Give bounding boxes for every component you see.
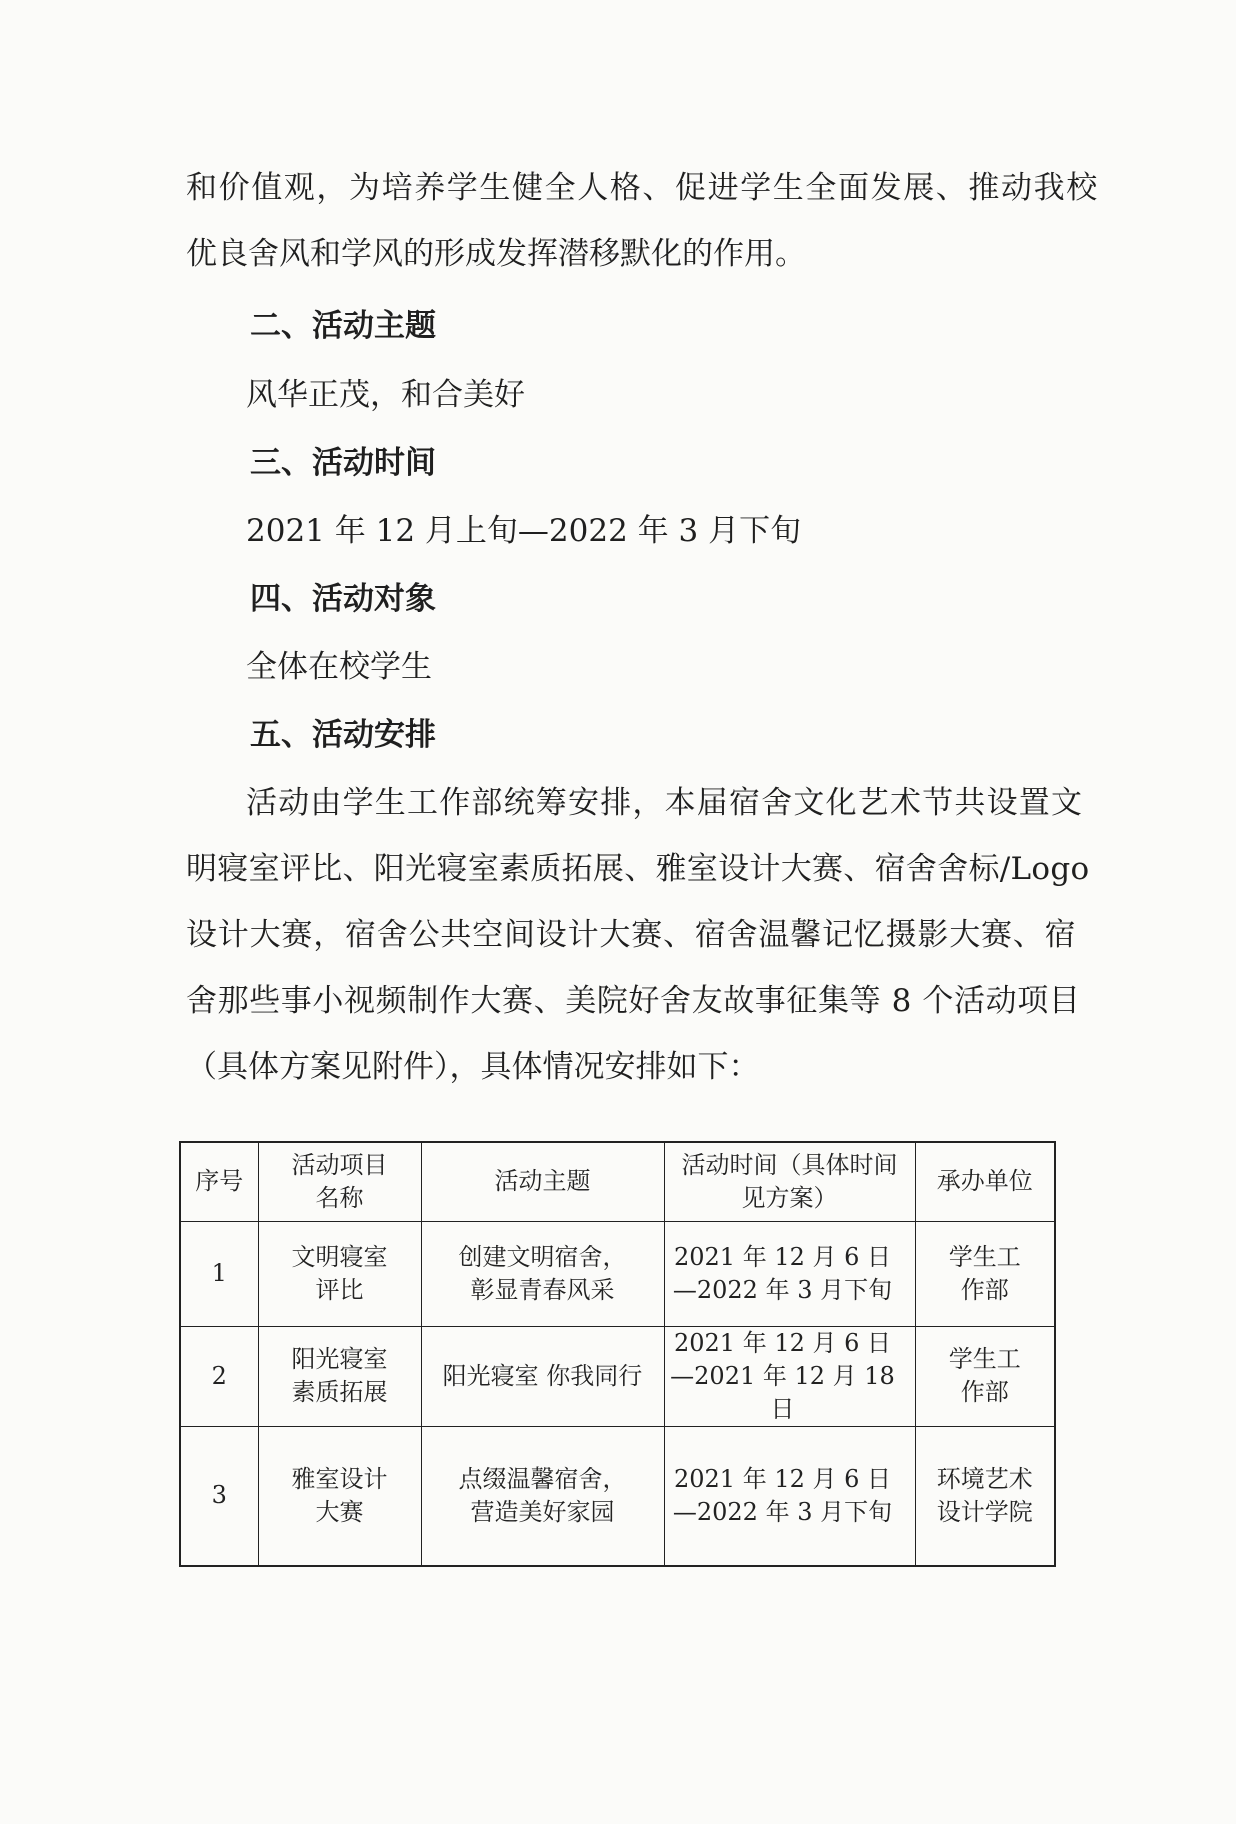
- cell-theme: 创建文明宿舍， 彰显青春风采: [421, 1221, 664, 1326]
- paragraph-line: 优良舍风和学风的形成发挥潜移默化的作用。: [186, 236, 806, 272]
- cell-index: 2: [180, 1326, 258, 1426]
- paragraph-line: 明寝室评比、阳光寝室素质拓展、雅室设计大赛、宿舍舍标/Logo: [186, 851, 1090, 887]
- cell-organizer: 学生工 作部: [915, 1221, 1055, 1326]
- section-heading: 二、活动主题: [250, 308, 436, 344]
- paragraph-line: 设计大赛，宿舍公共空间设计大赛、宿舍温馨记忆摄影大赛、宿: [186, 917, 1077, 953]
- table-row: [180, 1326, 1055, 1426]
- cell-time: 2021 年 12 月 6 日 —2022 年 3 月下旬: [664, 1426, 915, 1566]
- section-body: 风华正茂，和合美好: [246, 377, 525, 413]
- activity-table: [179, 1141, 1056, 1567]
- section-heading: 四、活动对象: [250, 581, 436, 617]
- header-theme: 活动主题: [421, 1142, 664, 1221]
- paragraph-line: 和价值观，为培养学生健全人格、促进学生全面发展、推动我校: [186, 170, 1099, 206]
- cell-activity-name: 阳光寝室 素质拓展: [258, 1326, 421, 1426]
- paragraph-line: （具体方案见附件），具体情况安排如下：: [186, 1049, 760, 1085]
- paragraph-line: 舍那些事小视频制作大赛、美院好舍友故事征集等 8 个活动项目: [186, 983, 1081, 1019]
- table-row: [180, 1221, 1055, 1326]
- cell-activity-name: 文明寝室 评比: [258, 1221, 421, 1326]
- section-heading: 五、活动安排: [250, 717, 436, 753]
- cell-time: 2021 年 12 月 6 日 —2021 年 12 月 18 日: [664, 1326, 915, 1426]
- table-header-row: [180, 1142, 1055, 1221]
- cell-organizer: 环境艺术 设计学院: [915, 1426, 1055, 1566]
- header-time: 活动时间（具体时间 见方案）: [664, 1142, 915, 1221]
- cell-theme: 点缀温馨宿舍， 营造美好家园: [421, 1426, 664, 1566]
- section-body: 全体在校学生: [246, 649, 432, 685]
- cell-activity-name: 雅室设计 大赛: [258, 1426, 421, 1566]
- header-organizer: 承办单位: [915, 1142, 1055, 1221]
- section-heading: 三、活动时间: [250, 445, 436, 481]
- cell-time: 2021 年 12 月 6 日 —2022 年 3 月下旬: [664, 1221, 915, 1326]
- header-index: 序号: [180, 1142, 258, 1221]
- cell-organizer: 学生工 作部: [915, 1326, 1055, 1426]
- header-activity-name: 活动项目 名称: [258, 1142, 421, 1221]
- table-row: [180, 1426, 1055, 1566]
- cell-theme: 阳光寝室 你我同行: [421, 1326, 664, 1426]
- cell-index: 1: [180, 1221, 258, 1326]
- paragraph-line: 活动由学生工作部统筹安排，本届宿舍文化艺术节共设置文: [246, 785, 1084, 821]
- cell-index: 3: [180, 1426, 258, 1566]
- section-body: 2021 年 12 月上旬—2022 年 3 月下旬: [246, 513, 802, 549]
